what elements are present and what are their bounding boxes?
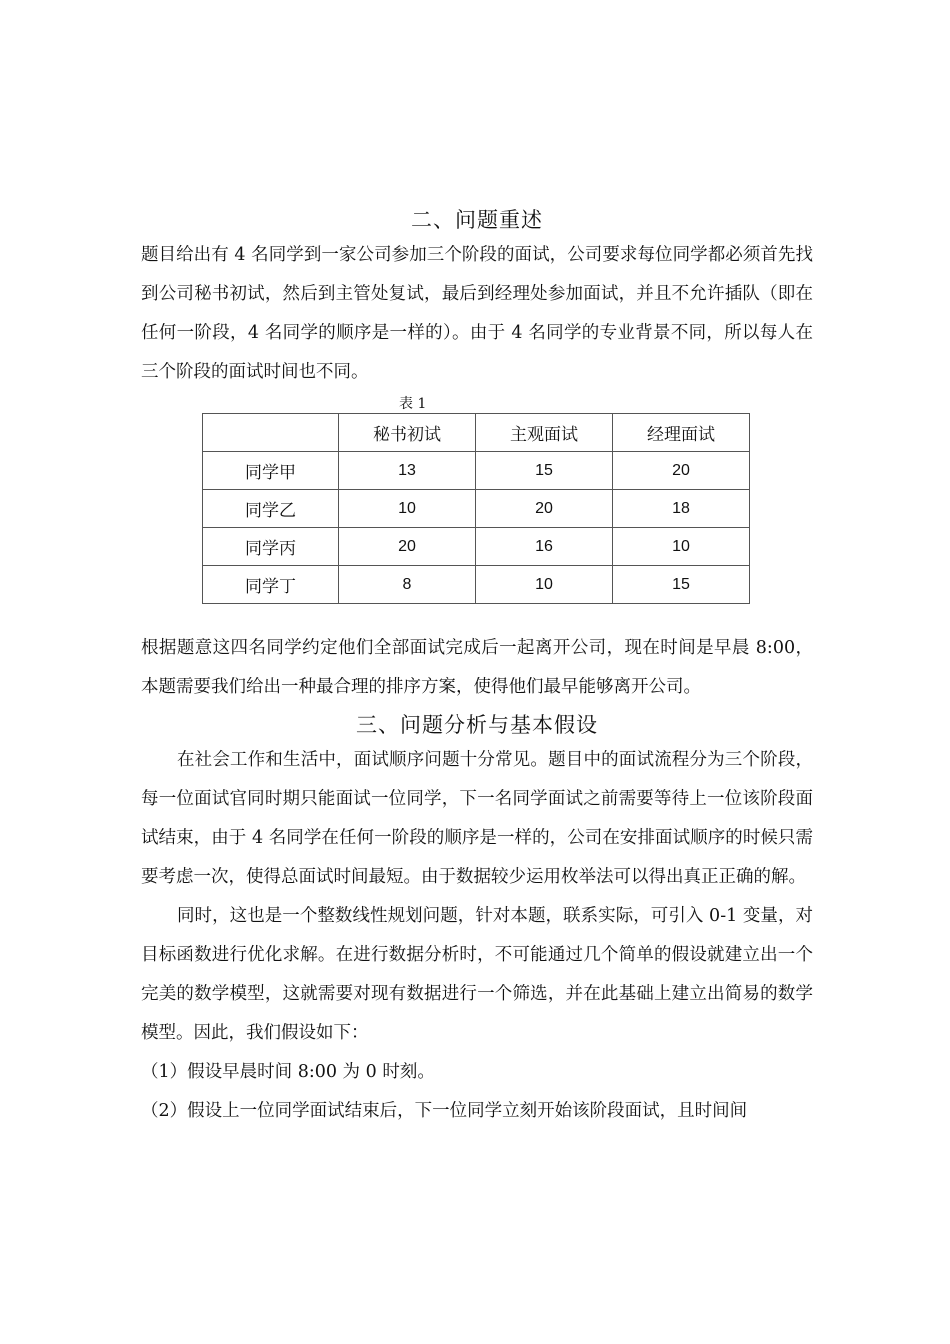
table-cell: 8	[339, 566, 476, 604]
table-1-caption: 表 1	[399, 396, 427, 412]
section-3-paragraph-2: 同时，这也是一个整数线性规划问题，针对本题，联系实际，可引入 0-1 变量，对目标函数进行优化求解。在进行数据分析时，不可能通过几个简单的假设就建立出一个完美的数学模型，这就需要对现有数据进行一个筛选，并在此基础上建立出简易的数学模型。因此，我们假设如下：	[141, 906, 813, 1043]
table-cell: 10	[613, 528, 750, 566]
table-cell: 20	[476, 490, 613, 528]
table-cell: 15	[476, 452, 613, 490]
table-cell: 同学甲	[203, 452, 339, 490]
table-cell: 18	[613, 490, 750, 528]
section-2-conclusion: 根据题意这四名同学约定他们全部面试完成后一起离开公司，现在时间是早晨 8:00，本题需要我们给出一种最合理的排序方案，使得他们最早能够离开公司。	[141, 638, 813, 697]
table-header-cell: 经理面试	[613, 414, 750, 452]
table-row	[203, 528, 750, 566]
table-header-cell: 主观面试	[476, 414, 613, 452]
assumption-2: （2）假设上一位同学面试结束后，下一位同学立刻开始该阶段面试，且时间间	[141, 1101, 748, 1121]
table-row	[203, 566, 750, 604]
section-2-title: 二、问题重述	[411, 208, 543, 232]
assumption-1: （1）假设早晨时间 8:00 为 0 时刻。	[141, 1062, 435, 1082]
table-1	[202, 413, 750, 604]
table-cell: 10	[476, 566, 613, 604]
section-3-title: 三、问题分析与基本假设	[356, 713, 598, 737]
document-body	[141, 200, 813, 1131]
table-cell: 同学丁	[203, 566, 339, 604]
table-row	[203, 490, 750, 528]
table-cell: 20	[339, 528, 476, 566]
table-header-cell	[203, 414, 339, 452]
table-cell: 20	[613, 452, 750, 490]
table-cell: 15	[613, 566, 750, 604]
table-cell: 16	[476, 528, 613, 566]
section-3-paragraph-1: 在社会工作和生活中，面试顺序问题十分常见。题目中的面试流程分为三个阶段，每一位面试官同时期只能面试一位同学，下一名同学面试之前需要等待上一位该阶段面试结束，由于 4 名同学在任何一阶段的顺序是一样的，公司在安排面试顺序的时候只需要考虑一次，使得总面试时间最短。由于数据较少运用枚举法可以得出真正正确的解。	[141, 750, 813, 887]
table-cell: 同学丙	[203, 528, 339, 566]
table-row	[203, 452, 750, 490]
table-header-cell: 秘书初试	[339, 414, 476, 452]
table-cell: 10	[339, 490, 476, 528]
table-cell: 同学乙	[203, 490, 339, 528]
table-cell: 13	[339, 452, 476, 490]
table-header-row	[203, 414, 750, 452]
section-2-paragraph: 题目给出有 4 名同学到一家公司参加三个阶段的面试，公司要求每位同学都必须首先找到公司秘书初试，然后到主管处复试，最后到经理处参加面试，并且不允许插队（即在任何一阶段，4 名同学的顺序是一样的）。由于 4 名同学的专业背景不同，所以每人在三个阶段的面试时间也不同。	[141, 245, 813, 382]
